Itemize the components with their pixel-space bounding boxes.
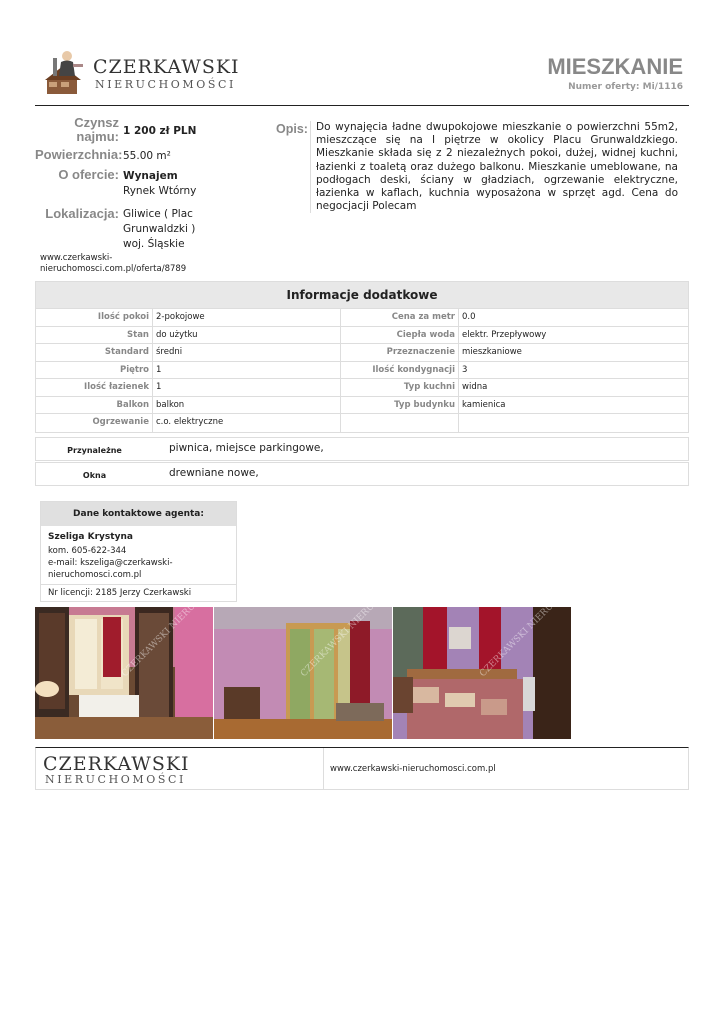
info-label: Ogrzewanie — [36, 414, 153, 432]
photo-living-room[interactable] — [214, 607, 392, 739]
location-label: Lokalizacja: — [45, 206, 119, 221]
info-label: Typ budynku — [341, 397, 459, 415]
info-value: do użytku — [153, 327, 341, 345]
info-label: Ilość kondygnacji — [341, 362, 459, 380]
info-value: 1 — [153, 379, 341, 397]
photo-watermark: CZERKAWSKI — [299, 626, 352, 680]
logo-name: CZERKAWSKI — [93, 56, 240, 78]
logo-figure-icon — [43, 44, 87, 96]
location-city: Gliwice ( Plac Grunwaldzki ) — [123, 208, 196, 235]
info-value: c.o. elektryczne — [153, 414, 341, 432]
offer-type-value — [123, 168, 275, 199]
page-header — [35, 44, 689, 106]
agent-license: Nr licencji: 2185 Jerzy Czerkawski — [48, 588, 192, 598]
info-label: Ilość łazienek — [36, 379, 153, 397]
area-row — [35, 148, 275, 164]
info-value: 0.0 — [459, 309, 688, 327]
additional-info-title: Informacje dodatkowe — [36, 282, 688, 309]
rent-row — [35, 116, 275, 144]
agent-email[interactable]: e-mail: kszeliga@czerkawski-nieruchomosci.com.pl — [48, 558, 173, 580]
agent-contact-box — [40, 501, 237, 602]
offer-number: Numer oferty: Mi/1116 — [568, 82, 683, 92]
offer-type-row — [35, 168, 275, 199]
photo-gallery — [35, 607, 571, 739]
agent-name: Szeliga Krystyna — [48, 532, 133, 542]
info-value — [459, 414, 688, 432]
info-label: Cena za metr — [341, 309, 459, 327]
area-value: 55.00 m² — [123, 150, 171, 162]
offer-summary — [35, 116, 275, 256]
description-block — [276, 121, 678, 213]
location-row — [35, 203, 275, 252]
description-text: Do wynajęcia ładne dwupokojowe mieszkanie o powierzchni 55m2, mieszczące się na I piętrze w okolicy Placu Grunwaldzkiego. Mieszkanie składa się z 2 niezależnych pokoi, dużej, widnej kuchni, łazienki z toaletą oraz dużego balkonu. Mieszkanie umeblowane, na podłogach deski, ściany w gładziach, ogrzewanie elektryczne, łazienka w kaflach, kuchnia wyposażona w sprzęt agd. Cena do negocjacji Polecam — [316, 121, 678, 213]
offer-url-link[interactable]: www.czerkawski-nieruchomosci.com.pl/oferta/8789 — [40, 253, 187, 274]
info-value: 3 — [459, 362, 688, 380]
appurtenances-row — [35, 437, 689, 461]
windows-row — [35, 462, 689, 486]
agent-contact-header: Dane kontaktowe agenta: — [41, 502, 236, 526]
agent-contact-details — [41, 526, 236, 585]
photo-bedroom-2[interactable] — [393, 607, 571, 739]
footer-logo[interactable] — [36, 748, 324, 789]
info-label — [341, 414, 459, 432]
info-value: balkon — [153, 397, 341, 415]
offer-type: Wynajem — [123, 170, 178, 182]
appurtenances-label: Przynależne — [67, 446, 122, 455]
additional-info-table — [35, 281, 689, 433]
info-label: Standard — [36, 344, 153, 362]
location-value — [123, 203, 253, 252]
additional-info-grid — [36, 309, 688, 432]
footer-logo-subtitle: NIERUCHOMOŚCI — [45, 773, 186, 786]
footer-logo-name: CZERKAWSKI — [43, 753, 190, 775]
info-label: Stan — [36, 327, 153, 345]
rent-value: 1 200 zł PLN — [123, 125, 197, 137]
windows-value: drewniane nowe, — [169, 467, 259, 479]
offer-market: Rynek Wtórny — [123, 185, 197, 197]
info-label: Ilość pokoi — [36, 309, 153, 327]
document-title: MIESZKANIE — [547, 54, 683, 79]
location-region: woj. Śląskie — [123, 238, 185, 250]
logo-subtitle: NIERUCHOMOŚCI — [95, 78, 236, 91]
info-value: mieszkaniowe — [459, 344, 688, 362]
rent-label: Czynsz najmu: — [74, 115, 119, 144]
info-label: Przeznaczenie — [341, 344, 459, 362]
company-logo[interactable] — [43, 44, 240, 99]
appurtenances-value: piwnica, miejsce parkingowe, — [169, 442, 324, 454]
description-label: Opis: — [276, 122, 308, 136]
offer-label: O ofercie: — [58, 167, 119, 182]
info-label: Balkon — [36, 397, 153, 415]
info-value: 1 — [153, 362, 341, 380]
info-value: kamienica — [459, 397, 688, 415]
area-label: Powierzchnia: — [35, 147, 123, 162]
info-value: elektr. Przepływowy — [459, 327, 688, 345]
info-value: 2-pokojowe — [153, 309, 341, 327]
info-value: średni — [153, 344, 341, 362]
windows-label: Okna — [82, 471, 107, 480]
info-label: Typ kuchni — [341, 379, 459, 397]
footer-website-link[interactable]: www.czerkawski-nieruchomosci.com.pl — [330, 764, 496, 774]
info-label: Ciepła woda — [341, 327, 459, 345]
photo-watermark: CZERKAWSKI — [120, 626, 173, 680]
info-value: widna — [459, 379, 688, 397]
photo-bedroom[interactable] — [35, 607, 213, 739]
description-divider — [310, 121, 311, 213]
agent-phone[interactable]: kom. 605-622-344 — [48, 546, 127, 556]
page-footer — [35, 747, 689, 790]
info-label: Piętro — [36, 362, 153, 380]
